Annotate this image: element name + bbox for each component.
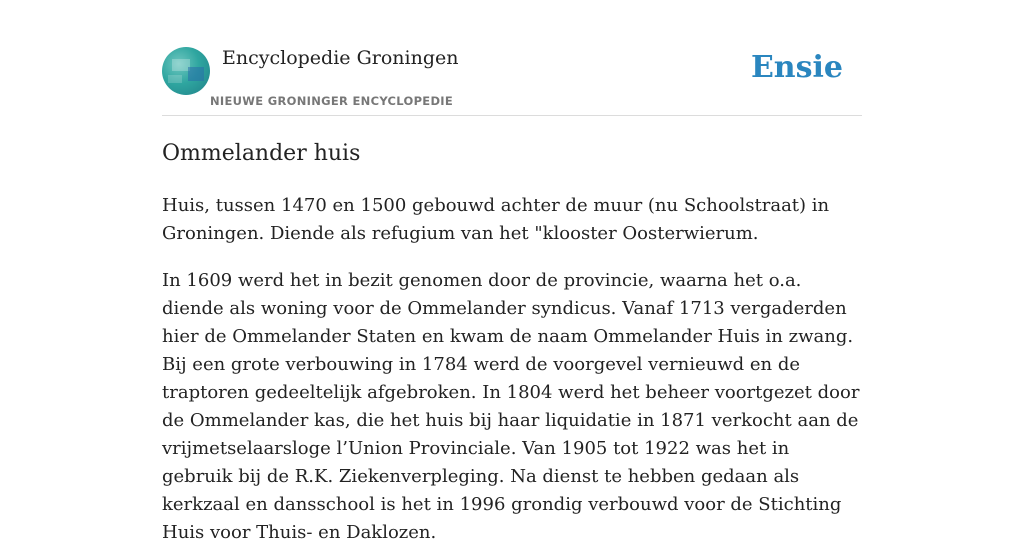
- article-title: Ommelander huis: [162, 141, 361, 166]
- ensie-brand-link[interactable]: Ensie: [750, 50, 843, 85]
- site-subtitle: NIEUWE GRONINGER ENCYCLOPEDIE: [210, 94, 454, 108]
- article-paragraph: Huis, tussen 1470 en 1500 gebouwd achter de muur (nu Schoolstraat) in Groningen. Diende als refugium van het "klooster Oosterwierum.: [162, 195, 830, 244]
- encyclopedia-logo-icon[interactable]: [162, 47, 210, 95]
- article-paragraph: In 1609 werd het in bezit genomen door de provincie, waarna het o.a. diende als woning voor de Ommelander syndicus. Vanaf 1713 vergaderden hier de Ommelander Staten en kwam de naam Ommelander Huis in zwang. Bij een grote verbouwing in 1784 werd de voorgevel vernieuwd en de traptoren gedeeltelijk afgebroken. In 1804 werd het beheer voortgezet door de Ommelander kas, die het huis bij haar liquidatie in 1871 verkocht aan de vrijmetselaarsloge l’Union Provinciale. Van 1905 tot 1922 was het in gebruik bij de R.K. Ziekenverpleging. Na dienst te hebben gedaan als kerkzaal en dansschool is het in 1996 grondig verbouwd voor de Stichting Huis voor Thuis- en Daklozen.: [162, 270, 860, 543]
- site-title[interactable]: Encyclopedie Groningen: [222, 47, 459, 69]
- site-header: [162, 0, 862, 116]
- page-container: [162, 0, 862, 543]
